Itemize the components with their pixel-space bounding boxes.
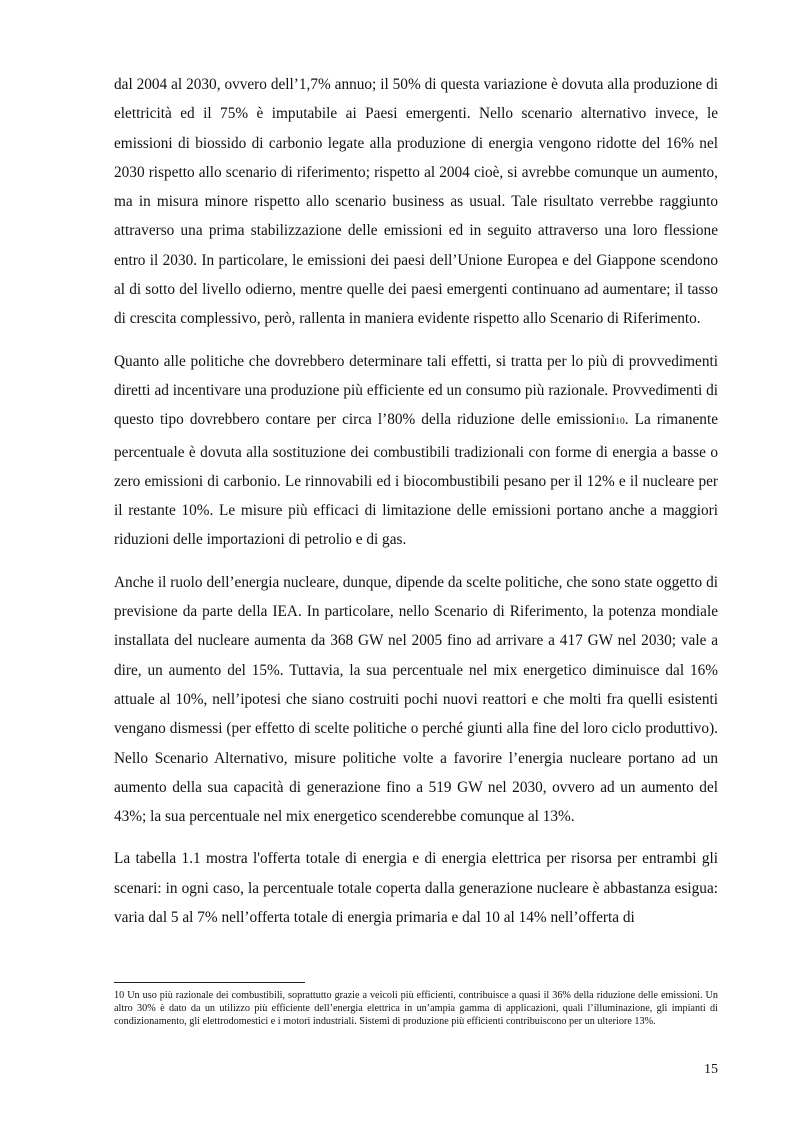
footnote-number: 10 (114, 990, 125, 1001)
paragraph-policies (114, 347, 718, 555)
paragraph-emissions-scenarios: dal 2004 al 2030, ovvero dell’1,7% annuo; il 50% di questa variazione è dovuta alla produzione di elettricità ed il 75% è imputabile ai Paesi emergenti. Nello scenario alternativo invece, le emissioni di biossido di carbonio legate alla produzione di energia vengono ridotte del 16% nel 2030 rispetto allo scenario di riferimento; rispetto al 2004 cioè, si avrebbe comunque un aumento, ma in misura minore rispetto allo scenario business as usual. Tale risultato verrebbe raggiunto attraverso una prima stabilizzazione delle emissioni ed in seguito attraverso una loro flessione entro il 2030. In particolare, le emissioni dei paesi dell’Unione Europea e del Giappone scendono al di sotto del livello odierno, mentre quelle dei paesi emergenti continuano ad aumentare; il tasso di crescita complessivo, però, rallenta in maniera evidente rispetto allo Scenario di Riferimento. (114, 76, 718, 328)
page-body (114, 70, 718, 945)
paragraph-table-reference: La tabella 1.1 mostra l'offerta totale di energia e di energia elettrica per risorsa per entrambi gli scenari: in ogni caso, la percentuale totale coperta dalla generazione nucleare è abbastanza esigua: varia dal 5 al 7% nell’offerta totale di energia primaria e dal 10 al 14% nell’offerta di (114, 850, 718, 927)
paragraph-nuclear-role: Anche il ruolo dell’energia nucleare, dunque, dipende da scelte politiche, che sono state oggetto di previsione da parte della IEA. In particolare, nello Scenario di Riferimento, la potenza mondiale installata del nucleare aumenta da 368 GW nel 2005 fino ad arrivare a 417 GW nel 2030; vale a dire, un aumento del 15%. Tuttavia, la sua percentuale nel mix energetico diminuisce dal 16% attuale al 10%, nell’ipotesi che siano costruiti pochi nuovi reattori e che molti fra quelli esistenti vengano dismessi (per effetto di scelte politiche o perché giunti alla fine del loro ciclo produttivo). Nello Scenario Alternativo, misure politiche volte a favorire l’energia nucleare portano ad un aumento della sua capacità di generazione fino a 519 GW nel 2030, ovvero ad un aumento del 43%; la sua percentuale nel mix energetico scenderebbe comunque al 13%. (114, 573, 718, 826)
page-number: 15 (704, 1062, 718, 1077)
paragraph-policies-text-end: . La rimanente percentuale è dovuta alla sostituzione dei combustibili tradizionali con forme di energia a basse o zero emissioni di carbonio. Le rinnovabili ed i biocombustibili pesano per il 12% e il nucleare per il restante 10%. Le misure più efficaci di limitazione delle emissioni portano anche a maggiori riduzioni delle importazioni di petrolio e di gas. (114, 411, 718, 549)
footnote-divider (114, 982, 305, 983)
footnote (114, 990, 718, 1028)
footnote-text: Un uso più razionale dei combustibili, soprattutto grazie a veicoli più efficienti, contribuisce a quasi il 36% della riduzione delle emissioni. Un altro 30% è dato da un utilizzo più efficiente dell’energia elettrica in un’ampia gamma di applicazioni, quali l’illuminazione, gli impianti di condizionamento, gli elettrodomestici e i motori industriali. Sistemi di produzione più efficienti contribuiscono per un ulteriore 13%. (114, 990, 718, 1027)
footnote-reference[interactable]: 10 (615, 417, 625, 428)
paragraph-policies-text-start: Quanto alle politiche che dovrebbero determinare tali effetti, si tratta per lo più di provvedimenti diretti ad incentivare una produzione più efficiente ed un consumo più razionale. Provvedimenti di questo tipo dovrebbero contare per circa l’80% della riduzione delle emissioni (114, 352, 718, 429)
